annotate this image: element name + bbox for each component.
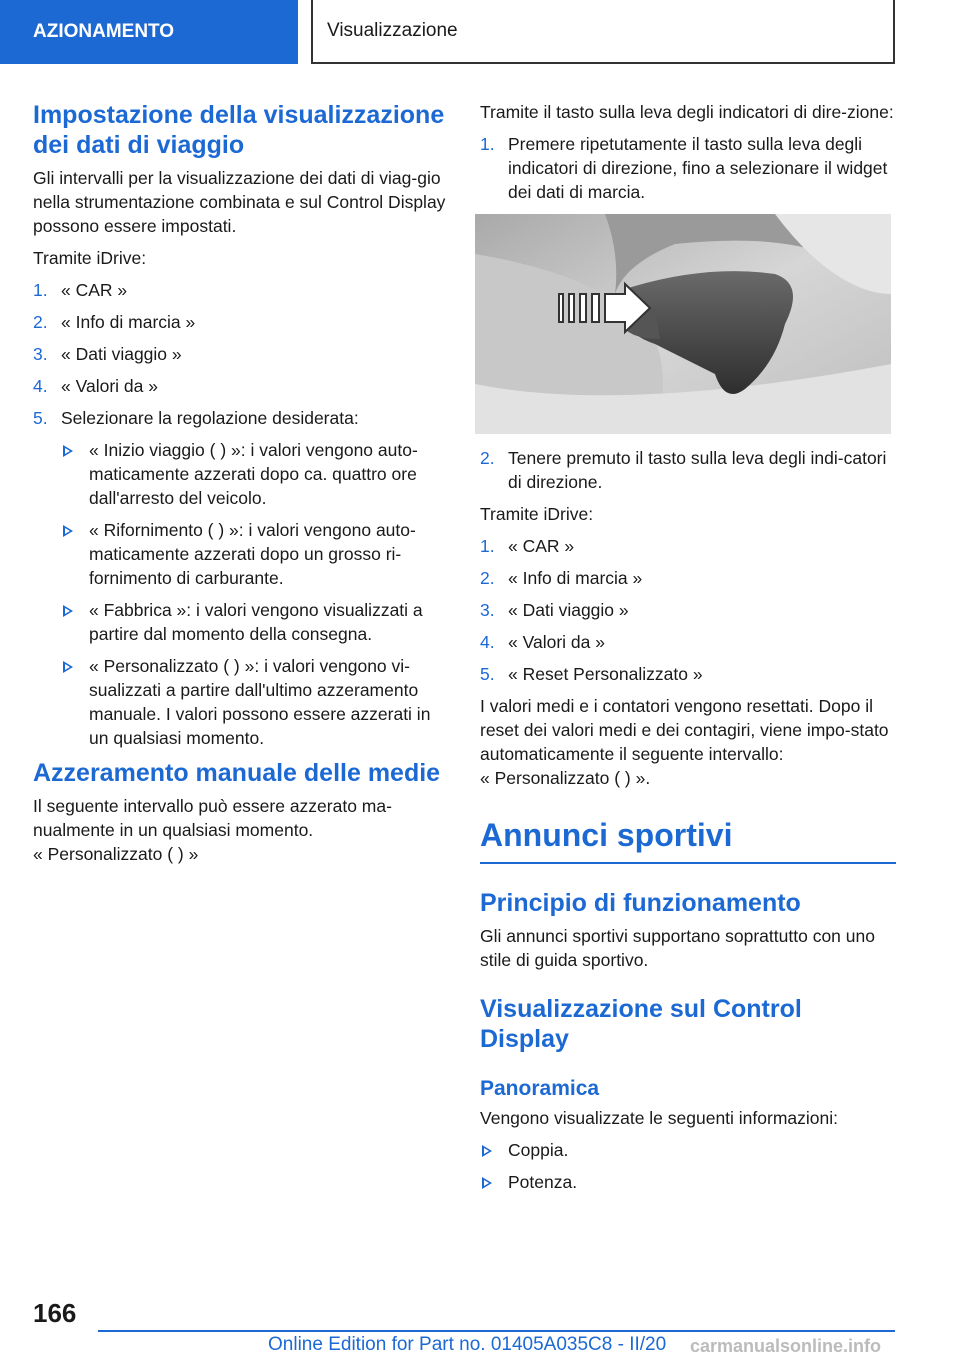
step-item: 1. « CAR » <box>33 280 128 300</box>
right-column <box>480 100 896 1202</box>
overview-item: Coppia. <box>480 1138 896 1162</box>
step-item: 3. « Dati viaggio » <box>480 600 629 620</box>
chapter-label: Visualizzazione <box>327 20 458 41</box>
turn-signal-lever-photo <box>475 214 891 434</box>
bullet-triangle-icon <box>63 661 73 673</box>
reset-steps <box>480 534 896 686</box>
watermark-text: carmanualsonline.info <box>690 1336 882 1356</box>
option-item: « Personalizzato ( ) »: i valori vengono vi-sualizzati a partire dall'ultimo azzeramento manuale. I valori possono essere azzerati in un qualsiasi momento. <box>61 654 449 750</box>
chapter-title: Annunci sportivi <box>480 816 896 864</box>
option-item: « Inizio viaggio ( ) »: i valori vengono auto-maticamente azzerati dopo ca. quattro ore dall'arresto del veicolo. <box>61 438 449 510</box>
left-column <box>33 100 449 868</box>
section-label: AZIONAMENTO <box>33 21 175 42</box>
option-item: « Fabbrica »: i valori vengono visualizzati a partire dal momento della consegna. <box>61 598 449 646</box>
bullet-triangle-icon <box>63 445 73 457</box>
display-title: Visualizzazione sul Control Display <box>480 995 802 1053</box>
step-item: 3. « Dati viaggio » <box>33 344 182 364</box>
bullet-triangle-icon <box>63 525 73 537</box>
step-item: 5. Selezionare la regolazione desiderata: <box>33 408 359 428</box>
step-item: 1. Premere ripetutamente il tasto sulla leva degli indicatori di direzione, fino a selezionare il widget dei dati di marcia. <box>480 134 888 202</box>
principle-title: Principio di funzionamento <box>480 889 801 917</box>
overview-title: Panoramica <box>480 1077 600 1100</box>
section-tab <box>0 0 298 64</box>
lever-steps <box>480 132 896 204</box>
reset-result-text: I valori medi e i contatori vengono resettati. Dopo il reset dei valori medi e dei contagiri, viene impo-stato automaticamente il seguente intervallo: « Personalizzato ( ) ». <box>480 696 889 788</box>
overview-list <box>480 1138 896 1194</box>
step-item: 5. « Reset Personalizzato » <box>480 664 703 684</box>
step-item: 4. « Valori da » <box>33 376 158 396</box>
step-item: 2. « Info di marcia » <box>480 568 643 588</box>
bullet-triangle-icon <box>482 1177 492 1189</box>
bullet-triangle-icon <box>63 605 73 617</box>
step-item: 4. « Valori da » <box>480 632 605 652</box>
manual-reset-text: Il seguente intervallo può essere azzerato ma-nualmente in un qualsiasi momento. « Personalizzato ( ) » <box>33 796 392 864</box>
idrive-steps <box>33 278 449 430</box>
lever-intro: Tramite il tasto sulla leva degli indicatori di dire-zione: <box>480 102 894 122</box>
option-item: « Rifornimento ( ) »: i valori vengono auto-maticamente azzerati dopo un grosso ri-fornimento di carburante. <box>61 518 449 590</box>
overview-item: Potenza. <box>480 1170 896 1194</box>
page-number: 166 <box>33 1298 77 1328</box>
trip-data-intro: Gli intervalli per la visualizzazione dei dati di viag-gio nella strumentazione combinata e sul Control Display possono essere impostati. <box>33 168 446 236</box>
overview-text: Vengono visualizzate le seguenti informazioni: <box>480 1108 838 1128</box>
trip-data-title: Impostazione della visualizzazione dei dati di viaggio <box>33 101 445 159</box>
step-item: 1. « CAR » <box>480 536 575 556</box>
step-item: 2. Tenere premuto il tasto sulla leva degli indi-catori di direzione. <box>480 448 887 492</box>
lever-illustration <box>475 214 891 434</box>
bullet-triangle-icon <box>482 1145 492 1157</box>
via-idrive-label: Tramite iDrive: <box>33 248 147 268</box>
footer-divider <box>98 1330 895 1332</box>
step-item: 2. « Info di marcia » <box>33 312 196 332</box>
option-list <box>61 438 449 750</box>
lever-steps-continued <box>480 446 896 494</box>
principle-text: Gli annunci sportivi supportano soprattutto con uno stile di guida sportivo. <box>480 926 875 970</box>
manual-reset-title: Azzeramento manuale delle medie <box>33 759 441 787</box>
edition-text: Online Edition for Part no. 01405A035C8 - II/20 <box>268 1334 667 1355</box>
chapter-tab <box>311 0 895 64</box>
via-idrive-label: Tramite iDrive: <box>480 504 594 524</box>
